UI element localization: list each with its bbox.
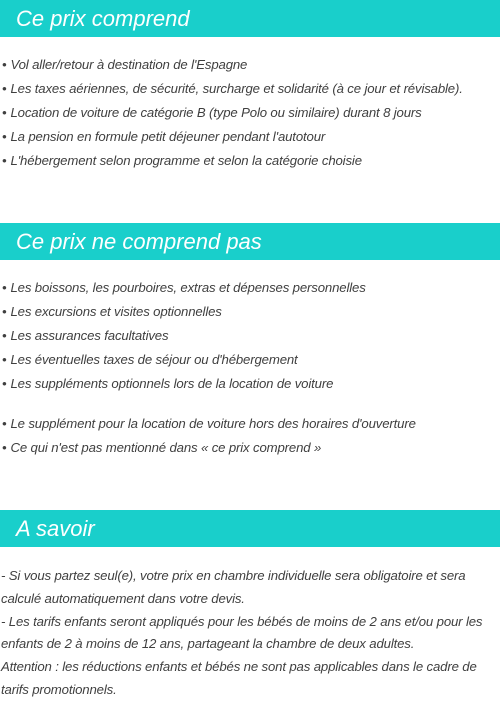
bullet-icon: •	[2, 105, 7, 120]
bullet-icon: •	[2, 328, 7, 343]
bullet-icon: •	[2, 352, 7, 367]
list-item	[2, 125, 463, 149]
includes-header	[0, 0, 500, 37]
includes-list	[2, 53, 463, 173]
excludes-title: Ce prix ne comprend pas	[16, 229, 262, 254]
list-item	[2, 149, 463, 173]
list-item	[2, 436, 416, 460]
list-item-text: Ce qui n'est pas mentionné dans « ce prix comprend »	[10, 440, 322, 455]
list-item-text: Les excursions et visites optionnelles	[10, 304, 222, 319]
list-item-text: La pension en formule petit déjeuner pendant l'autotour	[10, 129, 326, 144]
bullet-icon: •	[2, 153, 7, 168]
excludes-header	[0, 223, 500, 260]
bullet-icon: •	[2, 416, 7, 431]
list-item	[2, 372, 366, 396]
list-item	[2, 300, 366, 324]
list-item	[2, 53, 463, 77]
bullet-icon: •	[2, 376, 7, 391]
list-item	[2, 412, 416, 436]
bullet-icon: •	[2, 81, 7, 96]
info-paragraph: Attention : les réductions enfants et bébés ne sont pas applicables dans le cadre de tarifs promotionnels.	[1, 659, 477, 697]
info-notes	[1, 565, 500, 702]
excludes-list	[2, 276, 366, 396]
list-item-text: Les boissons, les pourboires, extras et dépenses personnelles	[10, 280, 366, 295]
info-title: A savoir	[16, 516, 95, 541]
info-paragraph: - Les tarifs enfants seront appliqués pour les bébés de moins de 2 ans et/ou pour les enfants de 2 à moins de 12 ans, partageant la chambre de deux adultes.	[1, 613, 483, 652]
info-paragraph: - Si vous partez seul(e), votre prix en chambre individuelle sera obligatoire et sera calculé automatiquement dans votre devis.	[1, 568, 466, 606]
list-item	[2, 348, 366, 372]
includes-title: Ce prix comprend	[16, 6, 190, 31]
list-item-text: Les taxes aériennes, de sécurité, surcharge et solidarité (à ce jour et révisable).	[10, 81, 463, 96]
bullet-icon: •	[2, 129, 7, 144]
list-item	[2, 324, 366, 348]
list-item-text: L'hébergement selon programme et selon la catégorie choisie	[10, 153, 362, 168]
list-item-text: Le supplément pour la location de voiture hors des horaires d'ouverture	[10, 416, 416, 431]
bullet-icon: •	[2, 57, 7, 72]
list-item	[2, 101, 463, 125]
list-item-text: Vol aller/retour à destination de l'Espagne	[10, 57, 248, 72]
list-item-text: Les assurances facultatives	[10, 328, 169, 343]
excludes-extra-list	[2, 412, 416, 460]
list-item-text: Les éventuelles taxes de séjour ou d'hébergement	[10, 352, 298, 367]
list-item	[2, 77, 463, 101]
info-header	[0, 510, 500, 547]
bullet-icon: •	[2, 304, 7, 319]
bullet-icon: •	[2, 440, 7, 455]
bullet-icon: •	[2, 280, 7, 295]
list-item-text: Les suppléments optionnels lors de la location de voiture	[10, 376, 334, 391]
list-item-text: Location de voiture de catégorie B (type Polo ou similaire) durant 8 jours	[10, 105, 422, 120]
list-item	[2, 276, 366, 300]
